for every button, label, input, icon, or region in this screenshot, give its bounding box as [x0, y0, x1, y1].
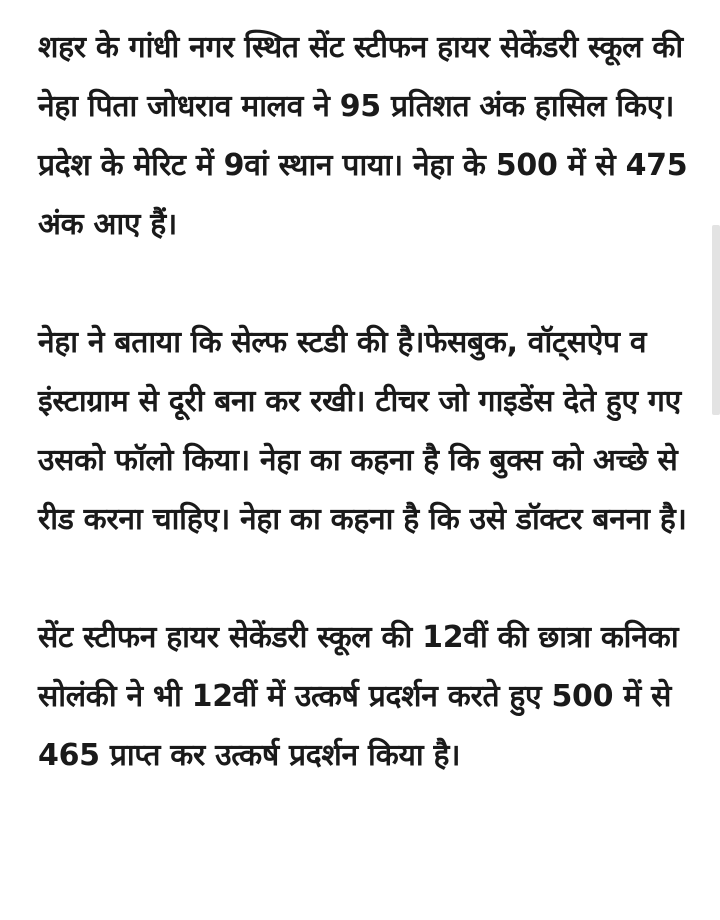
article-body	[38, 18, 693, 785]
scrollbar-thumb[interactable]	[712, 225, 720, 415]
scrollbar[interactable]	[712, 0, 720, 920]
article-paragraph: नेहा ने बताया कि सेल्फ स्टडी की है।फेसबुक, वॉट्सऐप व इंस्टाग्राम से दूरी बना कर रखी। टीचर जो गाइडेंस देते हुए गए उसको फॉलो किया। नेहा का कहना है कि बुक्स को अच्छे से रीड करना चाहिए। नेहा का कहना है कि उसे डॉक्टर बनना है।	[38, 325, 687, 537]
article-paragraph: सेंट स्टीफन हायर सेकेंडरी स्कूल की 12वीं की छात्रा कनिका सोलंकी ने भी 12वीं में उत्कर्ष प्रदर्शन करते हुए 500 में से 465 प्राप्त कर उत्कर्ष प्रदर्शन किया है।	[38, 620, 679, 773]
article-paragraph: शहर के गांधी नगर स्थित सेंट स्टीफन हायर सेकेंडरी स्कूल की नेहा पिता जोधराव मालव ने 95 प्रतिशत अंक हासिल किए। प्रदेश के मेरिट में 9वां स्थान पाया। नेहा के 500 में से 475 अंक आए हैं।	[38, 30, 688, 242]
